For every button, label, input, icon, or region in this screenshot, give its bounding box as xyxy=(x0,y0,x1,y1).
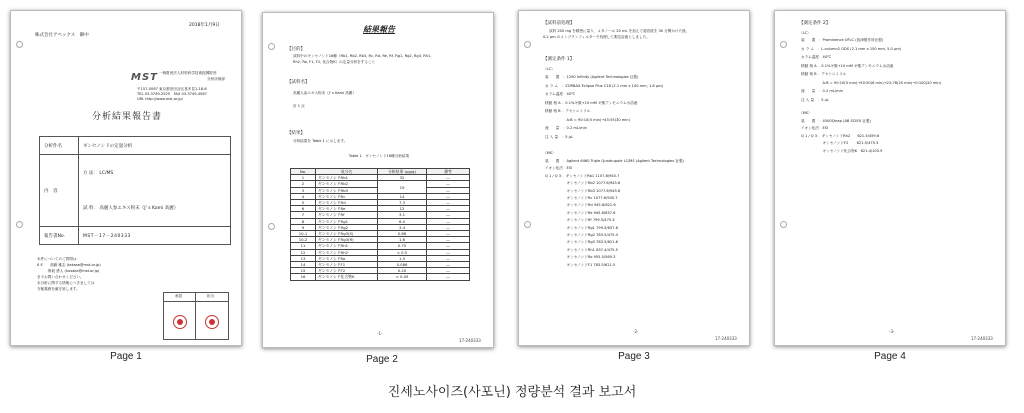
doc-number: 17-240333 xyxy=(715,336,737,341)
purpose-line: Rh2, Ro, F1, F2, 化合物K）の定量分析をすること xyxy=(293,60,376,64)
remarks: ― xyxy=(427,237,470,243)
prep-line: 0.2 μm のメンブランフィルターで処理して測定溶液としました。 xyxy=(543,35,650,39)
compound-name: ギンセノシドRg1 xyxy=(316,218,378,224)
condition-line: 流 量 ：0.2 mL/min xyxy=(801,89,843,93)
condition-line: ギンセノシドRb3 1077.6/945.6 xyxy=(545,188,621,193)
result-value: 19 xyxy=(378,181,427,193)
condition-line: ギンセノシドRo 955.5/569.3 xyxy=(545,255,616,260)
result-value: 14 xyxy=(378,193,427,199)
remarks: ― xyxy=(427,193,470,199)
compound-name: ギンセノシドRb3 xyxy=(316,187,378,193)
compound-name: ギンセノシドRb1 xyxy=(316,175,378,181)
remarks: ― xyxy=(427,243,470,249)
row-number: 6 xyxy=(291,206,316,212)
remarks: ― xyxy=(427,187,470,193)
ms-heading: 〈MS〉 xyxy=(543,151,556,155)
result-value: 0.86 xyxy=(378,231,427,237)
condition-line: ギンセノシドRg3 783.5/621.6 xyxy=(545,240,618,245)
punch-hole xyxy=(524,41,531,48)
table-row xyxy=(40,155,231,191)
compound-name: ギンセノシドRg3(S) xyxy=(316,231,378,237)
condition-line: 注 入 量 ：5 μL xyxy=(801,97,829,102)
condition-line: 移動 相 B ：アセトニトリル xyxy=(801,72,847,76)
result-value: 3.1 xyxy=(378,212,427,218)
remarks: ― xyxy=(427,181,470,187)
punch-hole xyxy=(268,43,275,50)
condition-line: ギンセノシドRb2 1077.6/945.6 xyxy=(545,181,621,186)
compound-name: ギンセノシドRb2 xyxy=(316,181,378,187)
stamp-label-charge: 担当 xyxy=(207,294,215,298)
report-title: 分析結果報告書 xyxy=(91,112,162,122)
row-number: 4 xyxy=(291,193,316,199)
compound-name: ギンセノシドF1 xyxy=(316,262,378,268)
condition-line: イオン化法：ESI xyxy=(801,126,829,131)
condition-heading: 【測定条件 1】 xyxy=(543,57,575,62)
row-number: 10-2 xyxy=(291,237,316,243)
condition-line: ギンセノシドRf 799.5/475.4 xyxy=(545,218,615,223)
result-value: 0.086 xyxy=(378,262,427,268)
row-number: 10-1 xyxy=(291,231,316,237)
compound-name: ギンセノシドRg3(R) xyxy=(316,237,378,243)
condition-line: 移動 相 A ：0.1%ギ酸+10 mM ギ酸アンモニウム水溶液 xyxy=(801,63,894,68)
compound-name: ギンセノシドRg2 xyxy=(316,224,378,230)
condition-line: 装 置 ：Prominence UFLC (島津製作所社製) xyxy=(801,38,884,42)
page-number: -1- xyxy=(377,331,383,336)
row-number: 11 xyxy=(291,243,316,249)
remarks: ― xyxy=(427,249,470,255)
condition-line: Q 1 / Q 3 ：ギンセノシドRb1 1107.6/945.7 xyxy=(545,173,620,178)
condition-line: カラム温度：40℃ xyxy=(545,92,576,96)
condition-heading: 【測定条件 2】 xyxy=(799,21,831,26)
compound-name: ギンセノシドRh1 xyxy=(316,243,378,249)
condition-line: ギンセノシドF1 783.5/621.5 xyxy=(545,262,616,267)
page-2-label: Page 2 xyxy=(366,354,398,365)
row-value: MST－17－240333 xyxy=(79,227,231,245)
condition-line: 装 置 ：Agilent 6460 Triple Quadrupole LC/MS (Agilent Technologies 社製) xyxy=(545,159,684,163)
result-value: 0.20 xyxy=(378,268,427,274)
condition-line: ギンセノシドRh1 637.4/475.5 xyxy=(545,247,618,252)
recipient: 株式会社アペックス 御中 xyxy=(35,33,89,38)
purpose-line: 試料中のギンセノシド16種（Rb1, Rb2, Rb3, Rc, Rd, Re, Rf, Rg1, Rg2, Rg3, Rh1, xyxy=(293,54,432,58)
remarks: ― xyxy=(427,268,470,274)
row-number: 3 xyxy=(291,187,316,193)
table-row xyxy=(40,227,231,245)
doc-number: 17-240333 xyxy=(459,338,481,343)
page-4-thumbnail xyxy=(774,10,1006,346)
condition-line: 流 量 ：0.2 mL/min xyxy=(545,126,587,130)
table-caption: Table 1 ギンセノシド16種分析結果 xyxy=(348,154,410,158)
row-value: 方 法： LC/MS xyxy=(79,155,231,191)
stamp-label-approve: 承認 xyxy=(175,294,183,298)
row-number: 12 xyxy=(291,249,316,255)
punch-hole xyxy=(780,221,787,228)
col-header: 分析結果 (μg/g) xyxy=(378,169,427,175)
condition-line: A:B = 90:10(0 min)→45:55(30 min) xyxy=(545,117,630,122)
row-number: 1 xyxy=(291,175,316,181)
punch-hole xyxy=(268,223,275,230)
page-3-label: Page 3 xyxy=(618,351,650,362)
page-4-label: Page 4 xyxy=(874,351,906,362)
remarks: ― xyxy=(427,212,470,218)
compound-name: ギンセノシドRh2 xyxy=(316,249,378,255)
row-number: 14 xyxy=(291,262,316,268)
condition-line: ギンセノシドRc 1077.6/945.7 xyxy=(545,196,618,200)
approval-stamp-box xyxy=(163,292,229,340)
company-name: 一般財団法人材料科学技術振興財団 xyxy=(159,71,217,75)
company-url: URL http://www.mst.or.jp/ xyxy=(137,97,183,101)
punch-hole xyxy=(16,221,23,228)
condition-line: ギンセノシドRd 945.6/621.6 xyxy=(545,203,616,208)
row-number: 16 xyxy=(291,274,316,280)
prep-heading: 【試料前処理】 xyxy=(543,21,575,26)
condition-line: ギンセノシドRe 945.6/637.6 xyxy=(545,210,616,215)
result-value: 12 xyxy=(378,206,427,212)
punch-hole xyxy=(16,41,23,48)
remarks: ― xyxy=(427,218,470,224)
company-dept: 分析評価部 xyxy=(207,77,225,81)
sample-count: 計 1 点 xyxy=(293,104,305,108)
page-3-thumbnail xyxy=(518,10,750,346)
row-number: 13 xyxy=(291,255,316,261)
table-row xyxy=(291,274,470,280)
condition-line: 移動 相 B ：アセトニトリル xyxy=(545,109,591,113)
compound-name: ギンセノシドF2 xyxy=(316,268,378,274)
compound-name: ギンセノシドRc xyxy=(316,193,378,199)
company-tel: TEL 03-3749-2525 FAX 03-3749-4567 xyxy=(137,92,207,96)
report-date: 2018年1月9日 xyxy=(189,23,220,28)
result-value: 1.6 xyxy=(378,237,427,243)
contact-line: 保坂 勇人 (hosaka@mst.or.jp) xyxy=(37,269,100,273)
row-value: ギンセノシドの定量分析 xyxy=(79,137,231,155)
notice-line: 本分析に関する情報につきましては xyxy=(37,281,95,285)
page-number: -2- xyxy=(633,329,639,334)
row-value: 試 料： 高麗人参エキス粉末（J' s Kami 高麗） xyxy=(79,191,231,227)
row-label: 報告書No. xyxy=(40,227,79,245)
remarks: ― xyxy=(427,206,470,212)
compound-name: ギンセノシドRd xyxy=(316,200,378,206)
row-number: 2 xyxy=(291,181,316,187)
seal-stamp-icon xyxy=(205,315,219,329)
condition-line: 装 置 ：4500Qtrap (AB SCIEX 社製) xyxy=(801,119,871,123)
result-heading: 【結果】 xyxy=(287,131,305,136)
col-header: 成分名 xyxy=(316,169,378,175)
row-label: 内 容 xyxy=(40,155,79,227)
result-value: < 0.05 xyxy=(378,274,427,280)
compound-name: ギンセノシドRf xyxy=(316,212,378,218)
remarks: ― xyxy=(427,224,470,230)
condition-line: ギンセノシドRg2 783.5/475.4 xyxy=(545,233,618,237)
page-number: -3- xyxy=(889,329,895,334)
contact-heading: 本件についてのご質問は xyxy=(37,257,77,261)
results-table xyxy=(290,168,470,281)
col-header: 備考 xyxy=(427,169,470,175)
condition-line: ギンセノシドRg1 799.5/637.6 xyxy=(545,225,618,230)
contact-line: までお問い合わせください。 xyxy=(37,275,84,279)
condition-line: 移動 相 A ：0.1%ギ酸+10 mM ギ酸アンモニウム水溶液 xyxy=(545,100,638,105)
condition-line: Q 1 / Q 3 ：ギンセノシドRh2 621.5/459.6 xyxy=(801,133,880,138)
remarks: ― xyxy=(427,255,470,261)
remarks: ― xyxy=(427,262,470,268)
punch-hole xyxy=(780,41,787,48)
result-value: 0.75 xyxy=(378,243,427,249)
row-number: 8 xyxy=(291,218,316,224)
condition-line: カラム温度：40℃ xyxy=(801,55,832,59)
page-1-label: Page 1 xyxy=(110,351,142,362)
table-row xyxy=(40,137,231,155)
result-value: < 0.5 xyxy=(378,249,427,255)
sample-name: 高麗人参エキス粉末（J' s Kami 高麗） xyxy=(293,91,356,95)
lc-heading: 〈LC〉 xyxy=(799,31,811,35)
remarks: ― xyxy=(427,274,470,280)
row-number: 9 xyxy=(291,224,316,230)
notice-line: 守秘義務を厳守致します。 xyxy=(37,287,80,291)
company-logo: MST xyxy=(131,72,158,83)
remarks: ― xyxy=(427,231,470,237)
result-text: 分析結果を Table 1 に示します。 xyxy=(293,139,348,143)
page-1-thumbnail xyxy=(10,10,242,346)
seal-stamp-icon xyxy=(173,315,187,329)
condition-line: カ ラ ム ：L-column2 ODS (2.1 mm x 150 mm, 5.0 μm) xyxy=(801,46,902,51)
result-value: 3.4 xyxy=(378,224,427,230)
compound-name: ギンセノシドRo xyxy=(316,255,378,261)
remarks: ― xyxy=(427,175,470,181)
prep-line: 試料 200 mg を精密に量り、メタノール 20 mL を加えて超音波を 30 分間かけた後、 xyxy=(549,29,690,33)
result-value: 6.0 xyxy=(378,218,427,224)
condition-line: 装 置 ：1290 Infinity (Agilent Technologies 社製) xyxy=(545,75,639,79)
condition-line: A:B = 90:10(0 min)→50:50(6 min)→22:78(20 min)→0:100(20 min) xyxy=(801,80,942,85)
row-label: 分析件名 xyxy=(40,137,79,155)
condition-line: イオン化法：ESI xyxy=(545,166,573,171)
row-number: 5 xyxy=(291,200,316,206)
purpose-heading: 【目的】 xyxy=(287,47,305,52)
company-address: 〒157-0067 東京都世田谷区喜多見1-18-6 xyxy=(137,87,207,91)
doc-number: 17-240333 xyxy=(971,336,993,341)
condition-line: ギンセノシド化合物K 621.4/105.9 xyxy=(801,148,883,153)
compound-name: ギンセノシドRe xyxy=(316,206,378,212)
result-title: 結果報告 xyxy=(363,25,395,34)
result-value: 1.5 xyxy=(378,255,427,261)
condition-line: 注 入 量 ：5 μL xyxy=(545,134,573,139)
condition-line: カ ラ ム ：ZORBAX Eclipse Plus C18 (2.1 mm x 100 mm, 1.8 μm) xyxy=(545,83,664,88)
result-value: 32 xyxy=(378,175,427,181)
result-value: 7.3 xyxy=(378,200,427,206)
figure-caption: 진세노사이즈(사포닌) 정량분석 결과 보고서 xyxy=(387,385,637,400)
row-number: 7 xyxy=(291,212,316,218)
info-table xyxy=(39,136,231,245)
sample-heading: 【試料名】 xyxy=(287,80,310,85)
page-2-thumbnail xyxy=(262,12,494,348)
remarks: ― xyxy=(427,200,470,206)
row-number: 15 xyxy=(291,268,316,274)
col-header: No. xyxy=(291,169,316,175)
lc-heading: 〈LC〉 xyxy=(543,67,555,71)
punch-hole xyxy=(524,221,531,228)
condition-line: ギンセノシドF2 621.5/475.3 xyxy=(801,141,879,146)
ms-heading: 〈MS〉 xyxy=(799,111,812,115)
contact-line: K E 高橋 雅志 (takase@mst.or.jp) xyxy=(37,263,101,267)
compound-name: ギンセノシド化合物K xyxy=(316,274,378,280)
